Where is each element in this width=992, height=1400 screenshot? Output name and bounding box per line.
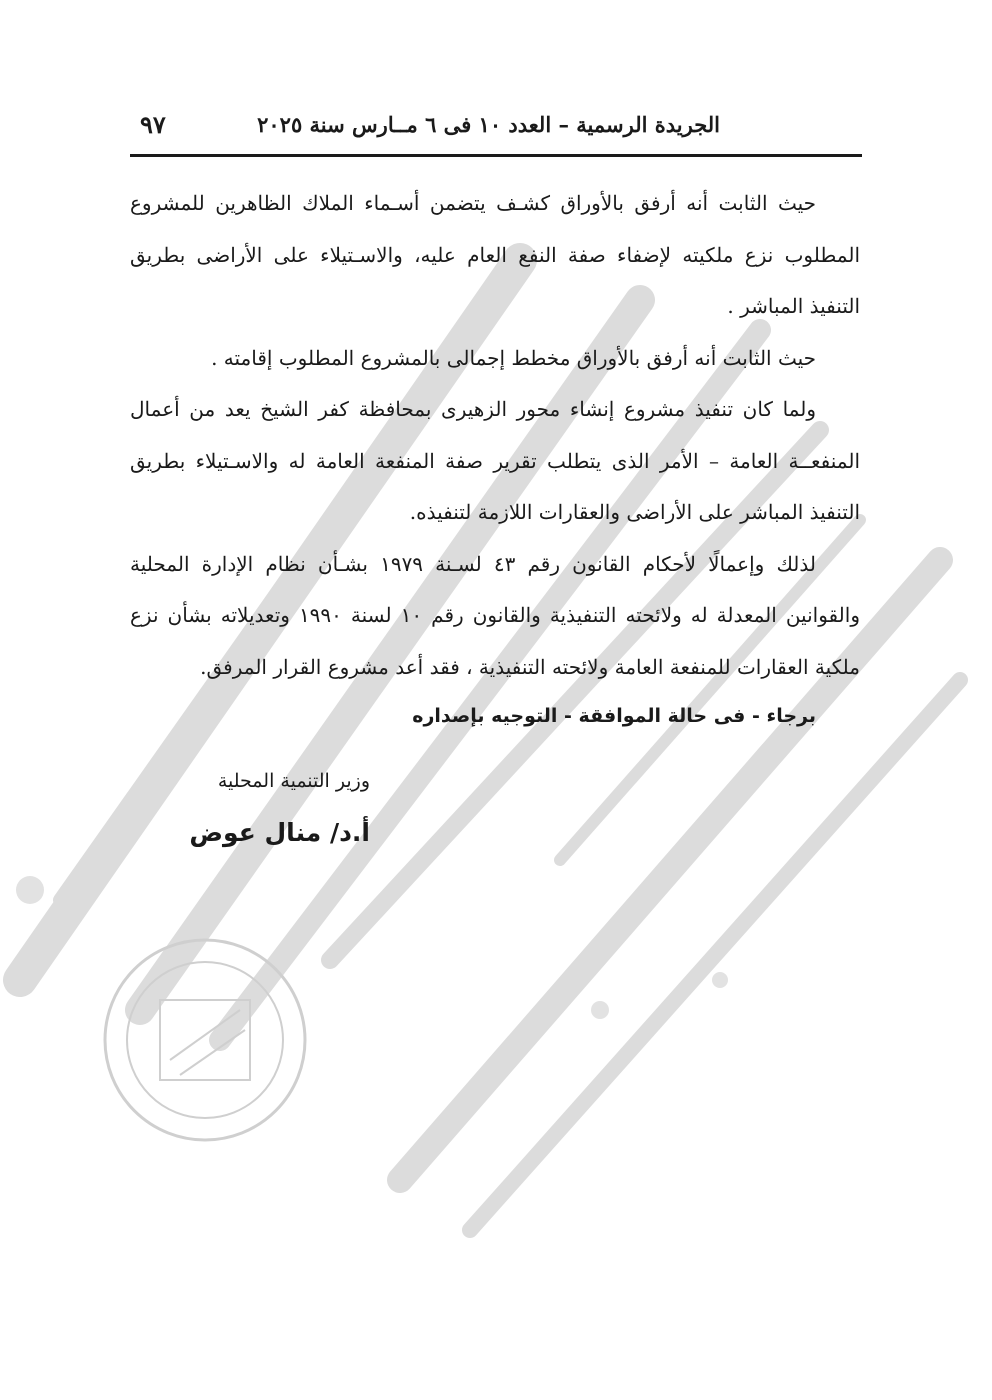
paragraph-4: لذلك وإعمالًا لأحكام القانون رقم ٤٣ لسـنة ١٩٧٩ بشـأن نظام الإدارة المحلية والقوانين المعدلة له ولائحته التنفيذية والقانون رقم ١٠ لسنة ١٩٩٠ وتعديلاته بشأن نزع ملكية العقارات للمنفعة العامة ولائحته التنفيذية ، فقد أعد مشروع القرار المرفق. (130, 551, 860, 679)
gazette-header-title: الجريدة الرسمية – العدد ١٠ فى ٦ مــارس سنة ٢٠٢٥ (257, 112, 720, 137)
page-number: ٩٧ (140, 110, 166, 139)
paragraph-2: حيث الثابت أنه أرفق بالأوراق مخطط إجمالى بالمشروع المطلوب إقامته . (211, 345, 816, 370)
signatory-title: وزير التنمية المحلية (217, 770, 370, 792)
header-divider (130, 154, 862, 157)
seal-graphic (105, 940, 305, 1140)
paragraph-1: حيث الثابت أنه أرفق بالأوراق كشـف يتضمن أسـماء الملاك الظاهرين للمشروع المطلوب نزع ملكيته لإضفاء صفة النفع العام عليه، والاسـتيلاء على الأراضى بطريق التنفيذ المباشر . (130, 191, 860, 318)
page-header (130, 104, 860, 152)
signatory-name: أ.د/ منال عوض (189, 818, 370, 847)
closing-request: برجاء - فى حالة الموافقة - التوجيه بإصداره (412, 705, 816, 727)
paragraph-3: ولما كان تنفيذ مشروع إنشاء محور الزهيرى بمحافظة كفر الشيخ يعد من أعمال المنفعــة العامة – الأمر الذى يتطلب تقرير صفة المنفعة العامة له والاسـتيلاء بطريق التنفيذ المباشر على الأراضى والعقارات اللازمة لتنفيذه. (130, 397, 860, 524)
document-body (130, 178, 860, 739)
